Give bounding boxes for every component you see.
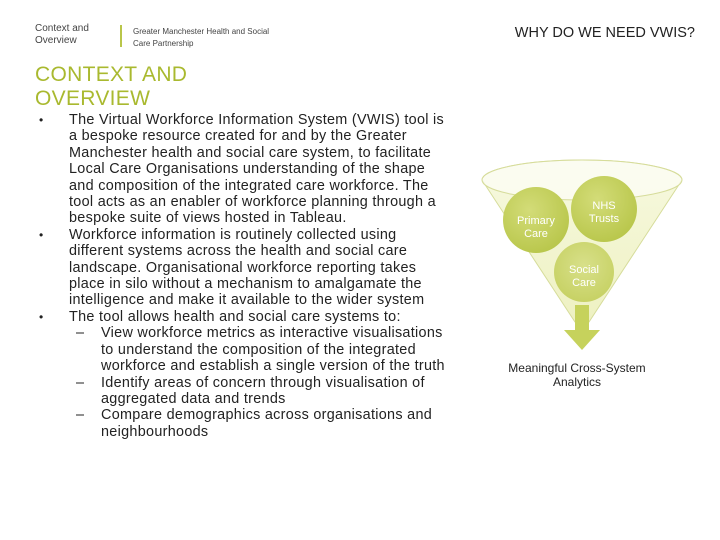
slide-question: WHY DO WE NEED VWIS? (514, 25, 695, 41)
primary-care-label-line2: Care (524, 228, 548, 240)
social-care-label-line1: Social (569, 264, 599, 276)
org-name: Greater Manchester Health and Social Care Partnership (133, 27, 270, 48)
sub-bullet-text-identify: Identify areas of concern through visualisation of aggregated data and trends (101, 374, 425, 407)
bullet-text-purpose: The Virtual Workforce Information System (VWIS) tool is a bespoke resource created for and by the Greater Manchester health and social care system, to facilitate Local Care Organisations understanding of the shape and composition of the integrated care workforce. The tool acts as an enabler of workforce planning through a bespoke suite of views hosted in Tableau. (69, 112, 445, 227)
nhs-trusts-label-line1: NHS (592, 200, 616, 212)
nhs-trusts-label-line2: Trusts (588, 213, 620, 225)
social-care-label-line2: Care (572, 277, 596, 289)
bullet-text-capabilities: The tool allows health and social care systems to: (69, 308, 401, 325)
sub-bullet-text-view: View workforce metrics as interactive visualisations to understand the composition of the integrated workforce and establish a single version of the truth (101, 325, 445, 375)
section-label: Context and Overview (35, 23, 89, 46)
sub-bullet-text-compare: Compare demographics across organisations and neighbourhoods (101, 407, 433, 440)
output-label-line1: Meaningful Cross-System (508, 361, 646, 375)
sub-bullet-marker: – (76, 325, 85, 342)
sub-bullet-marker: – (76, 407, 85, 424)
bullet-marker: • (39, 113, 44, 127)
output-label-line2: Analytics (552, 375, 602, 389)
sub-bullet-marker: – (76, 374, 85, 391)
bullet-marker: • (39, 309, 44, 324)
primary-care-label-line1: Primary (517, 215, 555, 227)
bullet-text-problem: Workforce information is routinely collected using different systems across the health and social care landscape. Organisational workforce reporting takes place in silo without a mechanism to amalgamate the intelligence and make it available to the wider system (69, 226, 425, 309)
bullet-marker: • (39, 227, 44, 242)
page-title: CONTEXT AND OVERVIEW (35, 63, 188, 110)
